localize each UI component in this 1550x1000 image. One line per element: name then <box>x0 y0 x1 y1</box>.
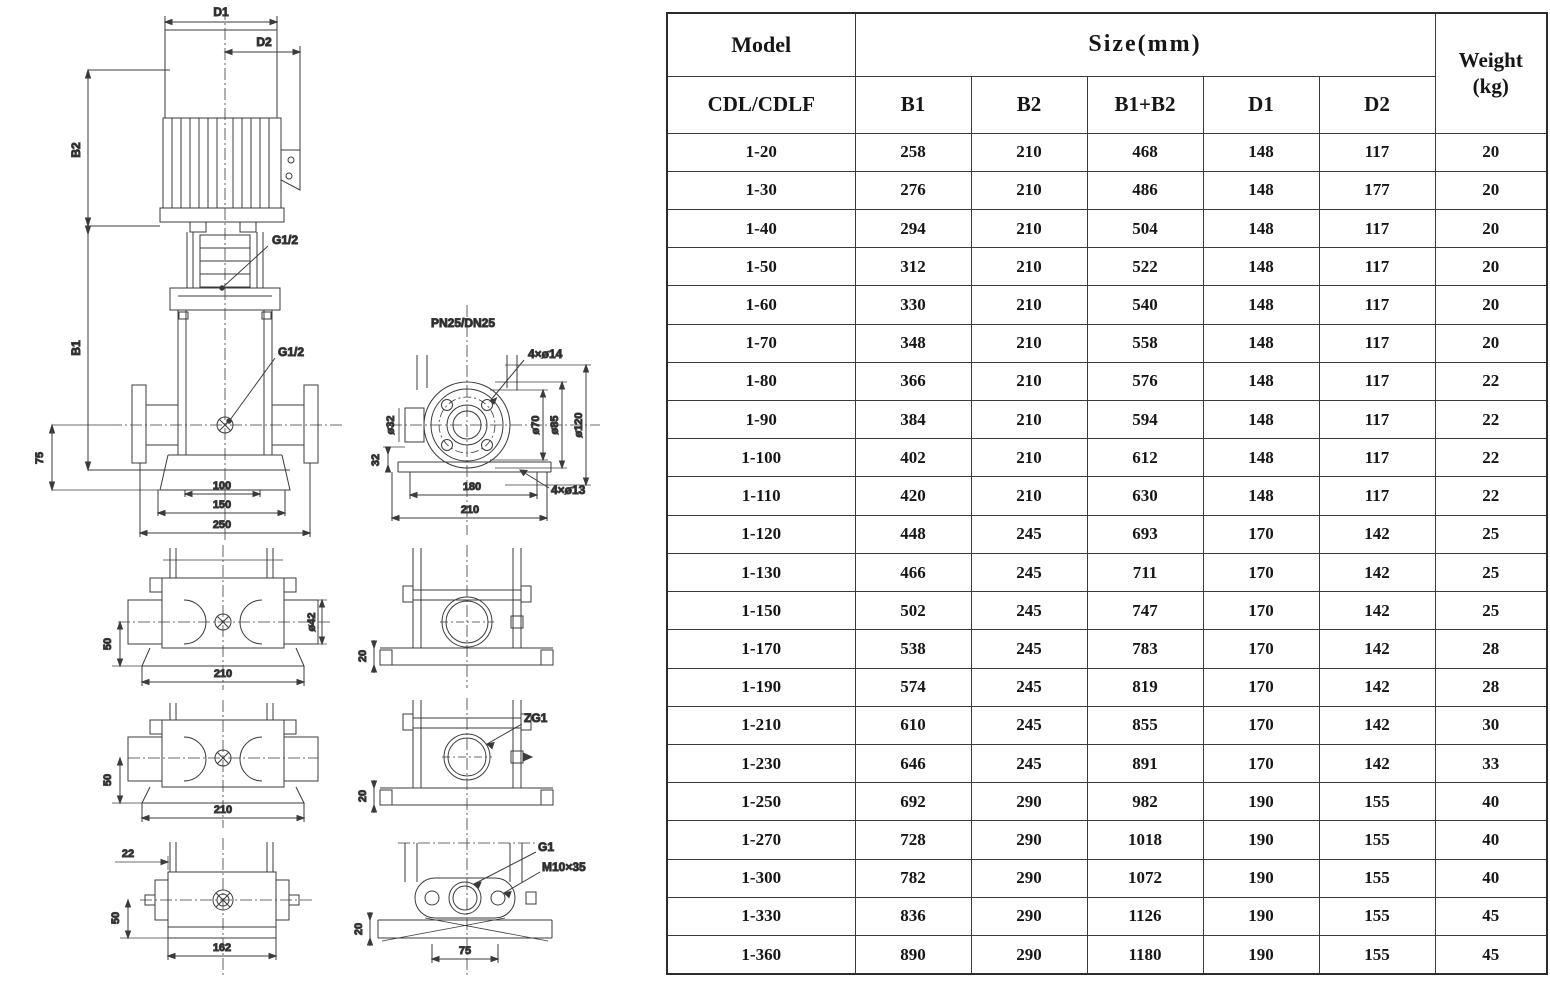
cell-w: 25 <box>1435 515 1547 553</box>
cell-model: 1-210 <box>667 706 855 744</box>
cell-w: 20 <box>1435 248 1547 286</box>
cell-w: 40 <box>1435 859 1547 897</box>
cell-b1: 574 <box>855 668 971 706</box>
table-row <box>667 324 1547 362</box>
cell-b1b2: 486 <box>1087 171 1203 209</box>
table-row <box>667 745 1547 783</box>
cell-d2: 155 <box>1319 859 1435 897</box>
motor <box>160 30 300 232</box>
cell-b1b2: 504 <box>1087 209 1203 247</box>
cell-b2: 210 <box>971 209 1087 247</box>
outlet-view-3 <box>353 838 586 975</box>
cell-model: 1-40 <box>667 209 855 247</box>
cell-d1: 190 <box>1203 936 1319 974</box>
table-row <box>667 401 1547 439</box>
cell-model: 1-70 <box>667 324 855 362</box>
table-row <box>667 592 1547 630</box>
cell-b1b2: 693 <box>1087 515 1203 553</box>
cell-b1b2: 522 <box>1087 248 1203 286</box>
dim-100 <box>185 480 260 497</box>
dim-32-label: 32 <box>370 453 382 467</box>
dim-100-label: 100 <box>212 480 232 492</box>
cell-b1: 276 <box>855 171 971 209</box>
cell-b2: 290 <box>971 821 1087 859</box>
dia-32-callout <box>385 408 399 442</box>
cell-w: 45 <box>1435 936 1547 974</box>
cell-b2: 290 <box>971 859 1087 897</box>
port-g12-lower-label: G1/2 <box>278 345 305 359</box>
cell-w: 25 <box>1435 592 1547 630</box>
cell-d1: 148 <box>1203 286 1319 324</box>
cell-b1b2: 1180 <box>1087 936 1203 974</box>
bv2-dim-210 <box>142 803 304 822</box>
cell-d1: 148 <box>1203 401 1319 439</box>
cell-model: 1-90 <box>667 401 855 439</box>
terminal-box <box>281 150 300 190</box>
cell-b1: 836 <box>855 897 971 935</box>
cell-d1: 148 <box>1203 477 1319 515</box>
cell-b1: 258 <box>855 133 971 171</box>
cell-b1: 420 <box>855 477 971 515</box>
zg1-callout <box>487 711 548 749</box>
dimension-table <box>666 12 1548 975</box>
cell-d1: 170 <box>1203 553 1319 591</box>
cell-b2: 245 <box>971 553 1087 591</box>
table-row <box>667 362 1547 400</box>
cell-b1b2: 819 <box>1087 668 1203 706</box>
cell-d1: 190 <box>1203 783 1319 821</box>
cell-d1: 148 <box>1203 133 1319 171</box>
table-row <box>667 286 1547 324</box>
dim-180 <box>410 472 537 499</box>
cell-b2: 210 <box>971 133 1087 171</box>
cell-d2: 177 <box>1319 171 1435 209</box>
cell-model: 1-110 <box>667 477 855 515</box>
bv3-dim-22-label: 22 <box>121 848 135 860</box>
cell-b1b2: 747 <box>1087 592 1203 630</box>
cell-b2: 210 <box>971 477 1087 515</box>
cell-d2: 117 <box>1319 362 1435 400</box>
port-g12-upper-label: G1/2 <box>272 233 299 247</box>
base-view-3 <box>110 838 312 975</box>
dim-d2-label: D2 <box>256 35 272 49</box>
table-row <box>667 706 1547 744</box>
cell-b1: 330 <box>855 286 971 324</box>
ov1-dim-20 <box>357 640 377 673</box>
cell-d2: 117 <box>1319 248 1435 286</box>
cell-d1: 190 <box>1203 859 1319 897</box>
cell-d2: 117 <box>1319 133 1435 171</box>
cell-model: 1-230 <box>667 745 855 783</box>
cell-d1: 170 <box>1203 630 1319 668</box>
dim-75-label: 75 <box>34 451 46 465</box>
zg1-label: ZG1 <box>524 711 548 725</box>
cell-b1b2: 1072 <box>1087 859 1203 897</box>
cell-d1: 148 <box>1203 324 1319 362</box>
ov1-dim-20-label: 20 <box>357 649 369 663</box>
cell-d2: 117 <box>1319 209 1435 247</box>
cell-d1: 190 <box>1203 821 1319 859</box>
dim-d1 <box>165 5 277 30</box>
cell-b1: 348 <box>855 324 971 362</box>
table-row <box>667 936 1547 974</box>
header-col-b1: B1 <box>855 76 971 133</box>
cell-d2: 155 <box>1319 783 1435 821</box>
header-model: Model <box>667 13 855 76</box>
dim-b2 <box>69 70 170 226</box>
cell-w: 45 <box>1435 897 1547 935</box>
dim-75 <box>34 425 160 490</box>
cell-model: 1-330 <box>667 897 855 935</box>
dia-32-label: ø32 <box>385 415 397 435</box>
cell-b1b2: 576 <box>1087 362 1203 400</box>
cell-model: 1-100 <box>667 439 855 477</box>
cell-w: 22 <box>1435 401 1547 439</box>
cell-b2: 210 <box>971 286 1087 324</box>
ov2-dim-20 <box>357 780 377 813</box>
header-weight-line1: Weight <box>1458 48 1523 72</box>
dia-120-label: ø120 <box>573 412 585 438</box>
cell-d2: 117 <box>1319 324 1435 362</box>
table-row <box>667 783 1547 821</box>
cell-b1b2: 540 <box>1087 286 1203 324</box>
cell-model: 1-30 <box>667 171 855 209</box>
cell-d1: 148 <box>1203 171 1319 209</box>
table-row <box>667 477 1547 515</box>
ov2-dim-20-label: 20 <box>357 789 369 803</box>
cell-b1: 646 <box>855 745 971 783</box>
cell-d2: 142 <box>1319 592 1435 630</box>
base-view-2 <box>102 700 318 828</box>
cell-model: 1-60 <box>667 286 855 324</box>
bv2-dim-50-label: 50 <box>102 773 114 787</box>
cell-d2: 142 <box>1319 553 1435 591</box>
cell-b2: 210 <box>971 171 1087 209</box>
pump-body <box>110 310 342 490</box>
cell-b2: 210 <box>971 439 1087 477</box>
cell-w: 20 <box>1435 133 1547 171</box>
bolt-holes-top-callout <box>490 347 563 404</box>
cell-w: 20 <box>1435 324 1547 362</box>
cell-d1: 148 <box>1203 209 1319 247</box>
front-view <box>34 5 342 540</box>
outlet-view-2 <box>357 698 553 835</box>
cell-w: 20 <box>1435 209 1547 247</box>
dim-150-label: 150 <box>212 499 232 511</box>
bolt-holes-base-label: 4×ø13 <box>551 483 586 497</box>
cell-d1: 190 <box>1203 897 1319 935</box>
cell-b1b2: 558 <box>1087 324 1203 362</box>
cell-b1: 294 <box>855 209 971 247</box>
cell-b1b2: 982 <box>1087 783 1203 821</box>
dim-d2 <box>225 35 300 150</box>
bv3-dim-22 <box>115 848 168 870</box>
header-col-d2: D2 <box>1319 76 1435 133</box>
cell-model: 1-270 <box>667 821 855 859</box>
header-model-sub: CDL/CDLF <box>667 76 855 133</box>
cell-model: 1-170 <box>667 630 855 668</box>
bv3-dim-162-label: 162 <box>212 942 232 954</box>
cell-b1b2: 711 <box>1087 553 1203 591</box>
cell-b1b2: 783 <box>1087 630 1203 668</box>
cell-w: 40 <box>1435 783 1547 821</box>
cell-w: 22 <box>1435 439 1547 477</box>
dim-250-label: 250 <box>212 519 232 531</box>
header-col-b2: B2 <box>971 76 1087 133</box>
base-view-1 <box>102 545 330 690</box>
cell-d2: 142 <box>1319 668 1435 706</box>
cell-b1b2: 1018 <box>1087 821 1203 859</box>
cell-d1: 148 <box>1203 362 1319 400</box>
cell-model: 1-80 <box>667 362 855 400</box>
cell-b1b2: 1126 <box>1087 897 1203 935</box>
g1-label: G1 <box>538 840 555 854</box>
cell-b2: 210 <box>971 401 1087 439</box>
cell-d1: 170 <box>1203 745 1319 783</box>
header-weight-line2: (kg) <box>1472 74 1509 99</box>
cell-b2: 290 <box>971 897 1087 935</box>
dimension-table-pane <box>666 12 1546 975</box>
cell-d2: 117 <box>1319 286 1435 324</box>
bv2-dim-210-label: 210 <box>213 804 233 816</box>
cell-d2: 142 <box>1319 745 1435 783</box>
cell-b1: 782 <box>855 859 971 897</box>
cell-w: 33 <box>1435 745 1547 783</box>
cell-b1: 312 <box>855 248 971 286</box>
dim-210-label: 210 <box>460 504 480 516</box>
bv1-dim-50-label: 50 <box>102 637 114 651</box>
cell-b1b2: 891 <box>1087 745 1203 783</box>
cell-b1: 692 <box>855 783 971 821</box>
table-row <box>667 859 1547 897</box>
cell-b1b2: 630 <box>1087 477 1203 515</box>
header-weight <box>1435 13 1547 133</box>
bv1-dim-210 <box>142 666 304 686</box>
ov3-dim-75 <box>432 944 498 963</box>
cell-b2: 245 <box>971 592 1087 630</box>
cell-b2: 245 <box>971 668 1087 706</box>
cell-d2: 142 <box>1319 630 1435 668</box>
cell-d1: 170 <box>1203 706 1319 744</box>
cell-w: 25 <box>1435 553 1547 591</box>
cell-b2: 245 <box>971 630 1087 668</box>
dim-b1-label: B1 <box>69 340 83 356</box>
cell-b1: 466 <box>855 553 971 591</box>
ov3-dim-20-label: 20 <box>353 922 365 936</box>
cell-d2: 117 <box>1319 477 1435 515</box>
cell-b1b2: 855 <box>1087 706 1203 744</box>
flange-top-view <box>370 305 600 535</box>
bv3-dim-50-label: 50 <box>110 911 122 925</box>
cell-b1: 366 <box>855 362 971 400</box>
cell-b1: 538 <box>855 630 971 668</box>
cell-w: 22 <box>1435 362 1547 400</box>
cell-b2: 245 <box>971 706 1087 744</box>
cell-b1: 890 <box>855 936 971 974</box>
table-row <box>667 630 1547 668</box>
table-row <box>667 897 1547 935</box>
cell-b2: 290 <box>971 936 1087 974</box>
dim-d1-label: D1 <box>213 5 229 19</box>
cell-w: 20 <box>1435 286 1547 324</box>
cell-b1: 384 <box>855 401 971 439</box>
dia-42-label: ø42 <box>306 612 318 632</box>
port-g12-upper <box>220 233 299 290</box>
m10-callout <box>504 860 586 898</box>
table-row <box>667 668 1547 706</box>
table-row <box>667 515 1547 553</box>
cell-d1: 170 <box>1203 515 1319 553</box>
bv1-dim-210-label: 210 <box>213 668 233 680</box>
cell-b2: 210 <box>971 248 1087 286</box>
cell-b1b2: 594 <box>1087 401 1203 439</box>
cell-w: 40 <box>1435 821 1547 859</box>
cell-b1b2: 468 <box>1087 133 1203 171</box>
cell-d1: 170 <box>1203 668 1319 706</box>
cell-d1: 148 <box>1203 439 1319 477</box>
cell-w: 22 <box>1435 477 1547 515</box>
header-size: Size(mm) <box>855 13 1435 76</box>
ov3-dim-20 <box>353 912 373 946</box>
cell-b1: 502 <box>855 592 971 630</box>
cell-d2: 155 <box>1319 897 1435 935</box>
header-col-d1: D1 <box>1203 76 1319 133</box>
header-col-b1b2: B1+B2 <box>1087 76 1203 133</box>
dia-70-label: ø70 <box>530 415 542 435</box>
cell-d2: 142 <box>1319 706 1435 744</box>
dim-b2-label: B2 <box>69 142 83 158</box>
ov3-dim-75-label: 75 <box>458 945 472 957</box>
cell-model: 1-360 <box>667 936 855 974</box>
pump-technical-drawing <box>0 0 662 1000</box>
cell-w: 30 <box>1435 706 1547 744</box>
outlet-view-1 <box>357 545 553 688</box>
bv3-dim-162 <box>168 938 276 960</box>
table-row <box>667 553 1547 591</box>
table-row <box>667 171 1547 209</box>
port-g12-lower <box>227 345 305 423</box>
pump-drawing-svg <box>0 0 662 1000</box>
dim-180-label: 180 <box>462 481 482 493</box>
table-row <box>667 821 1547 859</box>
cell-b1b2: 612 <box>1087 439 1203 477</box>
table-row <box>667 248 1547 286</box>
cell-model: 1-250 <box>667 783 855 821</box>
cell-b2: 210 <box>971 324 1087 362</box>
cell-b1: 448 <box>855 515 971 553</box>
bv3-dim-50 <box>110 900 168 938</box>
cell-w: 28 <box>1435 630 1547 668</box>
cell-d2: 117 <box>1319 401 1435 439</box>
cell-model: 1-50 <box>667 248 855 286</box>
m10-label: M10×35 <box>542 860 586 874</box>
cell-d2: 155 <box>1319 936 1435 974</box>
table-body <box>667 133 1547 974</box>
cell-d2: 155 <box>1319 821 1435 859</box>
table-row <box>667 439 1547 477</box>
dim-32-base <box>370 447 405 472</box>
cell-model: 1-300 <box>667 859 855 897</box>
cell-d1: 170 <box>1203 592 1319 630</box>
cell-b1: 728 <box>855 821 971 859</box>
bolt-holes-top-label: 4×ø14 <box>528 347 563 361</box>
cell-d2: 142 <box>1319 515 1435 553</box>
table-row <box>667 209 1547 247</box>
cell-b2: 245 <box>971 745 1087 783</box>
cell-w: 28 <box>1435 668 1547 706</box>
cell-d2: 117 <box>1319 439 1435 477</box>
cell-b1: 610 <box>855 706 971 744</box>
cell-model: 1-190 <box>667 668 855 706</box>
cell-b2: 290 <box>971 783 1087 821</box>
cell-w: 20 <box>1435 171 1547 209</box>
table-row <box>667 133 1547 171</box>
flange-spec-label: PN25/DN25 <box>430 316 496 330</box>
cell-d1: 148 <box>1203 248 1319 286</box>
cell-b2: 245 <box>971 515 1087 553</box>
cell-b2: 210 <box>971 362 1087 400</box>
cell-model: 1-20 <box>667 133 855 171</box>
cell-model: 1-130 <box>667 553 855 591</box>
cell-model: 1-120 <box>667 515 855 553</box>
cell-b1: 402 <box>855 439 971 477</box>
cell-model: 1-150 <box>667 592 855 630</box>
dia-85-label: ø85 <box>549 415 561 435</box>
